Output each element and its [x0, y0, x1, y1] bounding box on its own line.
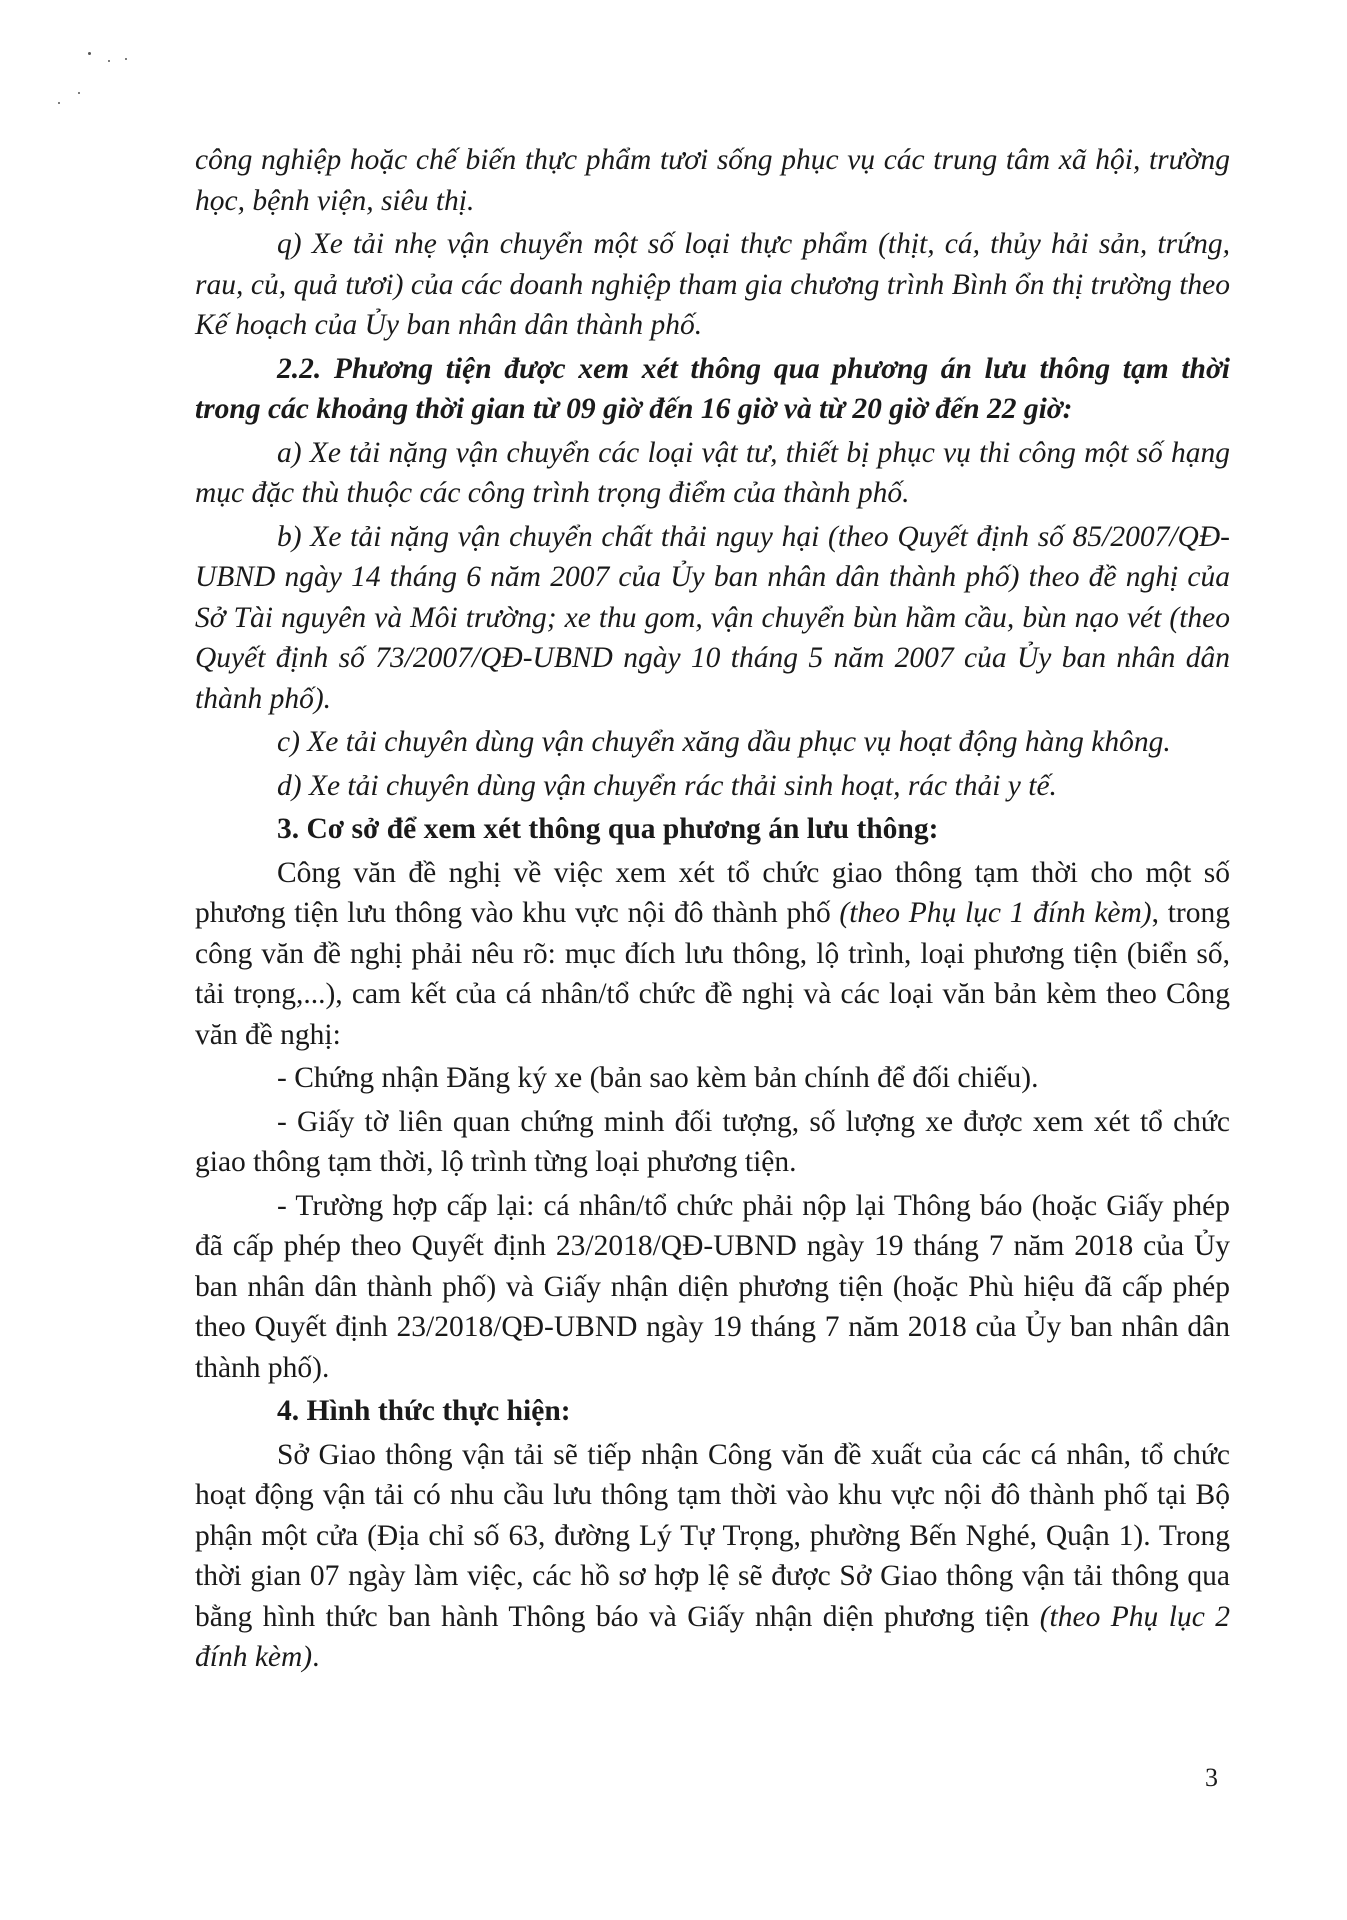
- heading-section-4: 4. Hình thức thực hiện:: [277, 1395, 571, 1427]
- paragraph-item-c: c) Xe tải chuyên dùng vận chuyển xăng dầu phục vụ hoạt động hàng không.: [277, 726, 1171, 758]
- scan-speck: [125, 58, 127, 60]
- text-run-italic: (theo Phụ lục 2 đính kèm): [195, 1600, 1230, 1673]
- text-run: .: [312, 1641, 320, 1673]
- paragraph-section-3-intro: [195, 853, 1230, 1056]
- text-run-italic: (theo Phụ lục 1 đính kèm): [839, 897, 1152, 929]
- paragraph-item-b: b) Xe tải nặng vận chuyển chất thải nguy hại (theo Quyết định số 85/2007/QĐ-UBND ngày 14 tháng 6 năm 2007 của Ủy ban nhân dân thành phố) theo đề nghị của Sở Tài nguyên và Môi trường; xe thu gom, vận chuyển bùn hầm cầu, bùn nạo vét (theo Quyết định số 73/2007/QĐ-UBND ngày 10 tháng 5 năm 2007 của Ủy ban nhân dân thành phố).: [195, 520, 1230, 715]
- paragraph-section-4: [195, 1435, 1230, 1678]
- heading-2-2: 2.2. Phương tiện được xem xét thông qua phương án lưu thông tạm thời trong các khoảng thời gian từ 09 giờ đến 16 giờ và từ 20 giờ đến 22 giờ:: [195, 352, 1230, 425]
- page-number: 3: [1205, 1763, 1218, 1792]
- scan-speck: [58, 102, 60, 104]
- list-item-documents: - Giấy tờ liên quan chứng minh đối tượng, số lượng xe được xem xét tổ chức giao thông tạm thời, lộ trình từng loại phương tiện.: [195, 1105, 1230, 1178]
- paragraph-item-q: q) Xe tải nhẹ vận chuyển một số loại thực phẩm (thịt, cá, thủy hải sản, trứng, rau, củ, quả tươi) của các doanh nghiệp tham gia chương trình Bình ổn thị trường theo Kế hoạch của Ủy ban nhân dân thành phố.: [195, 228, 1230, 341]
- scan-speck: [88, 52, 91, 55]
- paragraph-p-continued: công nghiệp hoặc chế biến thực phẩm tươi sống phục vụ các trung tâm xã hội, trường học, bệnh viện, siêu thị.: [195, 144, 1230, 217]
- paragraph-item-a: a) Xe tải nặng vận chuyển các loại vật tư, thiết bị phục vụ thi công một số hạng mục đặc thù thuộc các công trình trọng điểm của thành phố.: [195, 436, 1230, 509]
- text-run: , trong công văn đề nghị phải nêu rõ: mục đích lưu thông, lộ trình, loại phương tiện (biển số, tải trọng,...), cam kết của cá nhân/tổ chức đề nghị và các loại văn bản kèm theo Công văn đề nghị:: [195, 897, 1230, 1051]
- document-page: [195, 140, 1230, 1681]
- paragraph-item-d: d) Xe tải chuyên dùng vận chuyển rác thải sinh hoạt, rác thải y tế.: [277, 769, 1057, 802]
- scan-speck: [78, 92, 80, 94]
- scan-speck: [108, 60, 110, 62]
- text-run: Công văn đề nghị về việc xem xét tổ chức giao thông tạm thời cho một số phương tiện lưu thông vào khu vực nội đô thành phố: [195, 856, 1230, 929]
- text-run: Sở Giao thông vận tải sẽ tiếp nhận Công văn đề xuất của các cá nhân, tổ chức hoạt động vận tải có nhu cầu lưu thông tạm thời vào khu vực nội đô thành phố tại Bộ phận một cửa (Địa chỉ số 63, đường Lý Tự Trọng, phường Bến Nghé, Quận 1). Trong thời gian 07 ngày làm việc, các hồ sơ hợp lệ sẽ được Sở Giao thông vận tải thông qua bằng hình thức ban hành Thông báo và Giấy nhận diện phương tiện: [195, 1438, 1230, 1633]
- heading-section-3: 3. Cơ sở để xem xét thông qua phương án lưu thông:: [277, 813, 939, 845]
- list-item-reissue: - Trường hợp cấp lại: cá nhân/tổ chức phải nộp lại Thông báo (hoặc Giấy phép đã cấp phép theo Quyết định 23/2018/QĐ-UBND ngày 19 tháng 7 năm 2018 của Ủy ban nhân dân thành phố) và Giấy nhận diện phương tiện (hoặc Phù hiệu đã cấp phép theo Quyết định 23/2018/QĐ-UBND ngày 19 tháng 7 năm 2018 của Ủy ban nhân dân thành phố).: [195, 1189, 1230, 1384]
- list-item-registration: - Chứng nhận Đăng ký xe (bản sao kèm bản chính để đối chiếu).: [277, 1062, 1039, 1094]
